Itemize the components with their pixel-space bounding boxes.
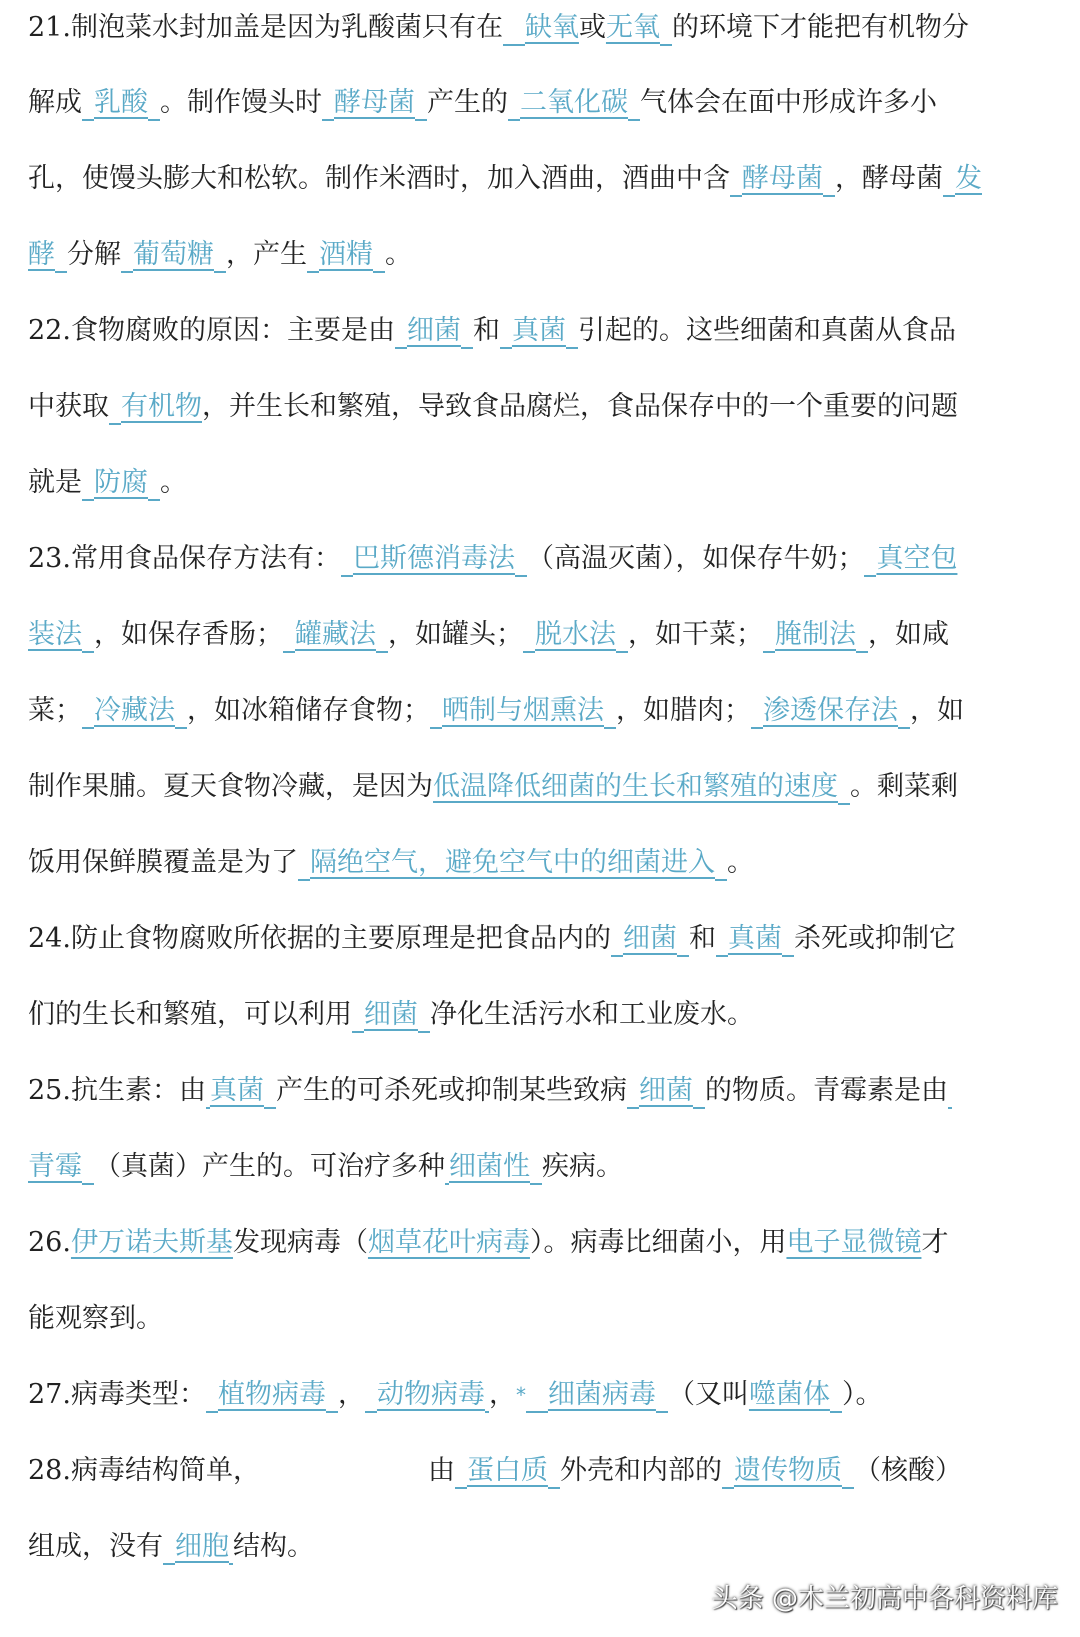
answer-blank: 蛋白质	[466, 1455, 548, 1486]
q27-line1	[28, 1375, 882, 1415]
answer-blank: 真菌	[727, 923, 782, 954]
text: 病毒结构简单，	[70, 1455, 260, 1486]
text: 净化生活污水和工业废水。	[430, 999, 754, 1030]
answer-blank: 电子显微镜	[786, 1227, 922, 1258]
text: 杀死或抑制它	[793, 923, 956, 954]
answer-blank: 缺氧	[524, 12, 579, 43]
q27-number: 27.	[28, 1379, 71, 1410]
q24-line2	[28, 995, 754, 1035]
answer-blank: 细菌性	[449, 1151, 530, 1182]
q25-line2	[28, 1147, 623, 1187]
text: 或	[578, 12, 606, 43]
star-marker: *	[515, 1383, 526, 1407]
answer-blank: 乳酸	[94, 87, 148, 118]
text: ，如冰箱储存食物；	[187, 695, 430, 726]
text: 。	[385, 239, 412, 270]
answer-blank: 细菌	[622, 923, 677, 954]
text: 常用食品保存方法有：	[70, 543, 341, 574]
text: ，并生长和繁殖，导致食品腐烂，食品保存中的一个重要的问题	[202, 391, 958, 422]
text: 制泡菜水封加盖是因为乳酸菌只有在	[70, 12, 503, 43]
q23-line4	[28, 767, 958, 807]
answer-blank: 腌制法	[775, 619, 856, 650]
text: 就是	[28, 467, 82, 498]
answer-blank: 酒精	[319, 239, 373, 270]
answer-blank: 遗传物质	[733, 1455, 842, 1486]
text: 和	[472, 315, 500, 346]
answer-blank: 真菌	[209, 1075, 264, 1106]
answer-blank: 发	[955, 163, 982, 194]
text: ）。病毒比细菌小，用	[529, 1227, 787, 1258]
text: ，如咸	[868, 619, 949, 650]
q28-line2	[28, 1527, 314, 1567]
answer-blank: 细菌	[364, 999, 418, 1030]
text: 。	[160, 467, 187, 498]
text: 的环境下才能把有机物分	[671, 12, 969, 43]
text: （又叫	[667, 1379, 749, 1410]
q26-line1	[28, 1223, 948, 1263]
answer-blank: 动物病毒	[376, 1379, 485, 1410]
text: ，如保存香肠；	[94, 619, 283, 650]
text: （真菌）产生的。可治疗多种	[94, 1151, 445, 1182]
text: ，	[488, 1379, 516, 1410]
answer-blank: 烟草花叶病毒	[367, 1227, 530, 1258]
text: 外壳和内部的	[559, 1455, 722, 1486]
text: ，如	[910, 695, 964, 726]
q23-line3	[28, 691, 964, 731]
text: 组成，没有	[28, 1531, 163, 1562]
text: 引起的。这些细菌和真菌从食品	[577, 315, 956, 346]
answer-blank: 有机物	[121, 391, 202, 422]
answer-blank: 伊万诺夫斯基	[70, 1227, 233, 1258]
q23-number: 23.	[28, 543, 71, 574]
text: ，如干菜；	[628, 619, 763, 650]
q22-number: 22.	[28, 315, 71, 346]
text: ，	[337, 1379, 365, 1410]
text: 。	[727, 847, 754, 878]
text: 抗生素：由	[70, 1075, 206, 1106]
q24-number: 24.	[28, 923, 71, 954]
q21-line3	[28, 159, 982, 199]
q28-line1	[28, 1451, 962, 1491]
answer-blank: 细菌	[406, 315, 461, 346]
answer-blank: 装法	[28, 619, 82, 650]
text: 孔，使馒头膨大和松软。制作米酒时，加入酒曲，酒曲中含	[28, 163, 730, 194]
answer-blank: 无氧	[605, 12, 660, 43]
answer-blank: 低温降低细菌的生长和繁殖的速度	[433, 771, 838, 802]
text: 解成	[28, 87, 82, 118]
watermark: 头条 @木兰初高中各科资料库	[711, 1584, 1058, 1614]
q23-line2	[28, 615, 949, 655]
answer-blank: 二氧化碳	[520, 87, 628, 118]
q24-line1	[28, 919, 956, 959]
text: 由	[427, 1455, 455, 1486]
text: 产生的可杀死或抑制某些致病	[275, 1075, 627, 1106]
text: ，产生	[226, 239, 307, 270]
answer-blank: 巴斯德消毒法	[352, 543, 515, 574]
q23-line1	[28, 539, 957, 579]
text: 和	[688, 923, 716, 954]
text: 。剩菜剩	[850, 771, 958, 802]
q21-number: 21.	[28, 12, 71, 43]
q25-line1	[28, 1071, 952, 1111]
answer-blank: 脱水法	[535, 619, 616, 650]
text: 分解	[67, 239, 121, 270]
text: 菜；	[28, 695, 82, 726]
answer-blank: 真空包	[876, 543, 958, 574]
answer-blank: 青霉	[28, 1151, 82, 1182]
text: 防止食物腐败所依据的主要原理是把食品内的	[70, 923, 611, 954]
text: 能观察到。	[28, 1303, 163, 1334]
text: ）。	[841, 1379, 883, 1410]
q26-line2	[28, 1299, 163, 1339]
answer-blank: 渗透保存法	[763, 695, 898, 726]
text: 结构。	[233, 1531, 314, 1562]
q22-line2	[28, 387, 958, 427]
text: （核酸）	[853, 1455, 962, 1486]
answer-blank: 葡萄糖	[133, 239, 214, 270]
text: 食物腐败的原因：主要是由	[70, 315, 395, 346]
q21-line2	[28, 83, 937, 123]
answer-blank: 晒制与烟熏法	[442, 695, 604, 726]
text: ，酵母菌	[835, 163, 943, 194]
q28-number: 28.	[28, 1455, 71, 1486]
text: 病毒类型：	[70, 1379, 206, 1410]
answer-blank: 植物病毒	[217, 1379, 326, 1410]
answer-blank: 噬菌体	[748, 1379, 830, 1410]
q26-number: 26.	[28, 1227, 71, 1258]
answer-blank: 细菌病毒	[547, 1379, 656, 1410]
text: 饭用保鲜膜覆盖是为了	[28, 847, 298, 878]
answer-blank: 冷藏法	[94, 695, 175, 726]
q22-line1	[28, 311, 956, 351]
text: 产生的	[427, 87, 508, 118]
text: 疾病。	[542, 1151, 623, 1182]
answer-blank: 酵母菌	[334, 87, 415, 118]
text: ，如罐头；	[388, 619, 523, 650]
q25-number: 25.	[28, 1075, 71, 1106]
q21-line4	[28, 235, 412, 275]
answer-blank: 隔绝空气，避免空气中的细菌进入	[310, 847, 715, 878]
answer-blank: 罐藏法	[295, 619, 376, 650]
text: 们的生长和繁殖，可以利用	[28, 999, 352, 1030]
text: （高温灭菌），如保存牛奶；	[526, 543, 865, 574]
answer-blank: 防腐	[94, 467, 148, 498]
answer-blank: 细胞	[175, 1531, 229, 1562]
text: 才	[921, 1227, 949, 1258]
text: 的物质。青霉素是由	[704, 1075, 948, 1106]
q23-line5	[28, 843, 754, 883]
answer-blank: 酵母菌	[742, 163, 823, 194]
q21-line1	[28, 8, 969, 48]
answer-blank: 细菌	[638, 1075, 693, 1106]
text: 中获取	[28, 391, 109, 422]
text: 发现病毒（	[232, 1227, 368, 1258]
answer-blank: 真菌	[511, 315, 566, 346]
answer-blank: 酵	[28, 239, 55, 270]
q22-line3	[28, 463, 187, 503]
text: 气体会在面中形成许多小	[640, 87, 937, 118]
text: ，如腊肉；	[616, 695, 751, 726]
text: 制作果脯。夏天食物冷藏，是因为	[28, 771, 433, 802]
text: 。制作馒头时	[160, 87, 322, 118]
